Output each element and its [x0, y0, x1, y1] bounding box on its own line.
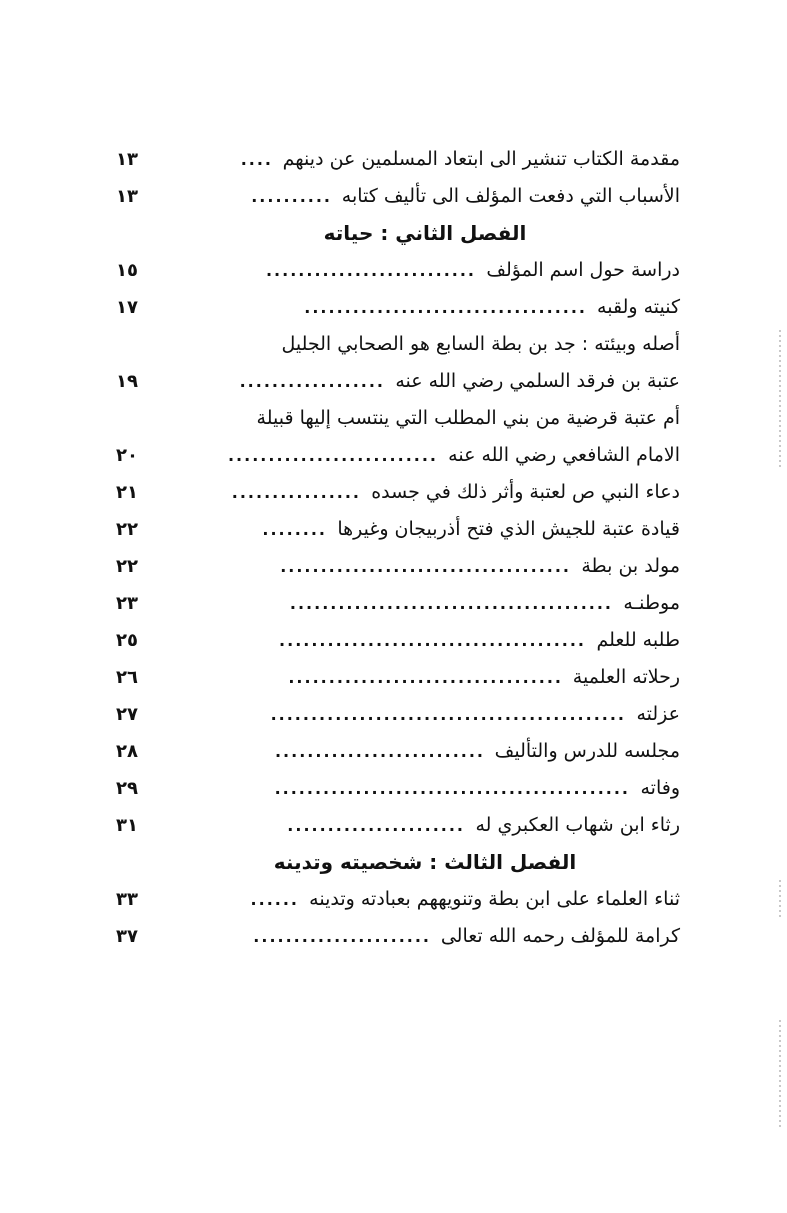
toc-entry	[110, 326, 680, 363]
toc-page-number: ٢٢	[116, 556, 138, 577]
toc-entry	[110, 511, 680, 548]
toc-page-number: ١٣	[116, 186, 138, 207]
toc-entry-title: وفاته	[640, 777, 680, 799]
toc-entry-title: رحلاته العلمية	[572, 666, 680, 688]
toc-leader-dots: ......................	[287, 816, 465, 835]
toc-entry-title: كرامة للمؤلف رحمه الله تعالى	[440, 925, 680, 947]
toc-page-number: ٢٨	[116, 741, 138, 762]
toc-leader-dots: ....................................	[280, 557, 571, 576]
toc-leader-dots: ............................................	[274, 779, 630, 798]
toc-leader-dots: ..........	[251, 187, 332, 206]
toc-entry-title: رثاء ابن شهاب العكبري له	[475, 814, 680, 836]
toc-entry	[110, 622, 680, 659]
toc-entry	[110, 437, 680, 474]
toc-page-number: ٢٢	[116, 519, 138, 540]
toc-page-number: ٢٧	[116, 704, 138, 725]
toc-entry	[110, 696, 680, 733]
toc-entry	[110, 807, 680, 844]
toc-entry	[110, 474, 680, 511]
toc-entry	[110, 733, 680, 770]
toc-entry-title: مقدمة الكتاب تنشير الى ابتعاد المسلمين عن دينهم	[282, 148, 680, 170]
toc-page-number: ٢٦	[116, 667, 138, 688]
toc-leader-dots: ......................	[253, 927, 431, 946]
toc-entry	[110, 252, 680, 289]
toc-entry	[110, 585, 680, 622]
table-of-contents	[110, 141, 680, 955]
toc-entry-title: كنيته ولقبه	[597, 296, 680, 318]
toc-page-number: ٢٠	[116, 445, 138, 466]
toc-entry-title: دراسة حول اسم المؤلف	[486, 259, 680, 281]
chapter-heading: الفصل الثالث : شخصيته وتدينه	[273, 850, 577, 874]
toc-leader-dots: ......	[250, 890, 299, 909]
toc-entry	[110, 178, 680, 215]
toc-entry	[110, 918, 680, 955]
toc-entry	[110, 770, 680, 807]
toc-page-number: ١٩	[116, 371, 138, 392]
toc-entry	[110, 881, 680, 918]
toc-entry	[110, 400, 680, 437]
toc-page-number: ٣٧	[116, 926, 138, 947]
toc-leader-dots: ................	[231, 483, 361, 502]
toc-entry-title: موطنـه	[623, 592, 680, 614]
toc-entry-title: قيادة عتبة للجيش الذي فتح أذربيجان وغيرها	[337, 518, 680, 540]
toc-entry	[110, 363, 680, 400]
chapter-heading: الفصل الثاني : حياته	[323, 221, 527, 245]
toc-entry-title: مولد بن بطة	[581, 555, 680, 577]
toc-leader-dots: ......................................	[279, 631, 586, 650]
toc-leader-dots: ..................	[239, 372, 385, 391]
toc-entry-title: أصله وبيئته : جد بن بطة السابع هو الصحابي الجليل	[281, 333, 680, 355]
toc-entry-title: الامام الشافعي رضي الله عنه	[448, 444, 680, 466]
toc-leader-dots: ....	[240, 150, 273, 169]
toc-leader-dots: ..................................	[288, 668, 563, 687]
toc-leader-dots: ..........................	[274, 742, 485, 761]
scan-edge-mark	[779, 880, 781, 920]
toc-page-number: ٣٣	[116, 889, 138, 910]
toc-leader-dots: ..........................	[265, 261, 476, 280]
toc-leader-dots: ........................................	[289, 594, 613, 613]
toc-page-number: ٢٩	[116, 778, 138, 799]
toc-leader-dots: ...................................	[304, 298, 587, 317]
toc-page-number: ١٣	[116, 149, 138, 170]
toc-entry-title: أم عتبة قرضية من بني المطلب التي ينتسب إليها قبيلة	[256, 407, 680, 429]
toc-entry-title: مجلسه للدرس والتأليف	[494, 740, 680, 762]
scan-edge-mark	[779, 1020, 781, 1130]
toc-entry	[110, 659, 680, 696]
toc-leader-dots: ..........................	[227, 446, 438, 465]
toc-entry	[110, 289, 680, 326]
toc-entry	[110, 548, 680, 585]
toc-entry-title: عزلته	[636, 703, 680, 725]
toc-entry-title: دعاء النبي ص لعتبة وأثر ذلك في جسده	[371, 481, 680, 503]
toc-entry-title: ثناء العلماء على ابن بطة وتنويههم بعبادته وتدينه	[309, 888, 680, 910]
toc-leader-dots: ........	[262, 520, 327, 539]
toc-page-number: ٣١	[116, 815, 138, 836]
toc-entry	[110, 141, 680, 178]
toc-entry-title: عتبة بن فرقد السلمي رضي الله عنه	[395, 370, 680, 392]
toc-page-number: ٢٣	[116, 593, 138, 614]
toc-page-number: ١٥	[116, 260, 138, 281]
toc-page-number: ٢٥	[116, 630, 138, 651]
toc-entry-title: الأسباب التي دفعت المؤلف الى تأليف كتابه	[341, 185, 680, 207]
toc-entry-title: طلبه للعلم	[596, 629, 680, 651]
toc-page-number: ١٧	[116, 297, 138, 318]
toc-leader-dots: ............................................	[270, 705, 626, 724]
scan-edge-mark	[779, 330, 781, 470]
toc-page-number: ٢١	[116, 482, 138, 503]
